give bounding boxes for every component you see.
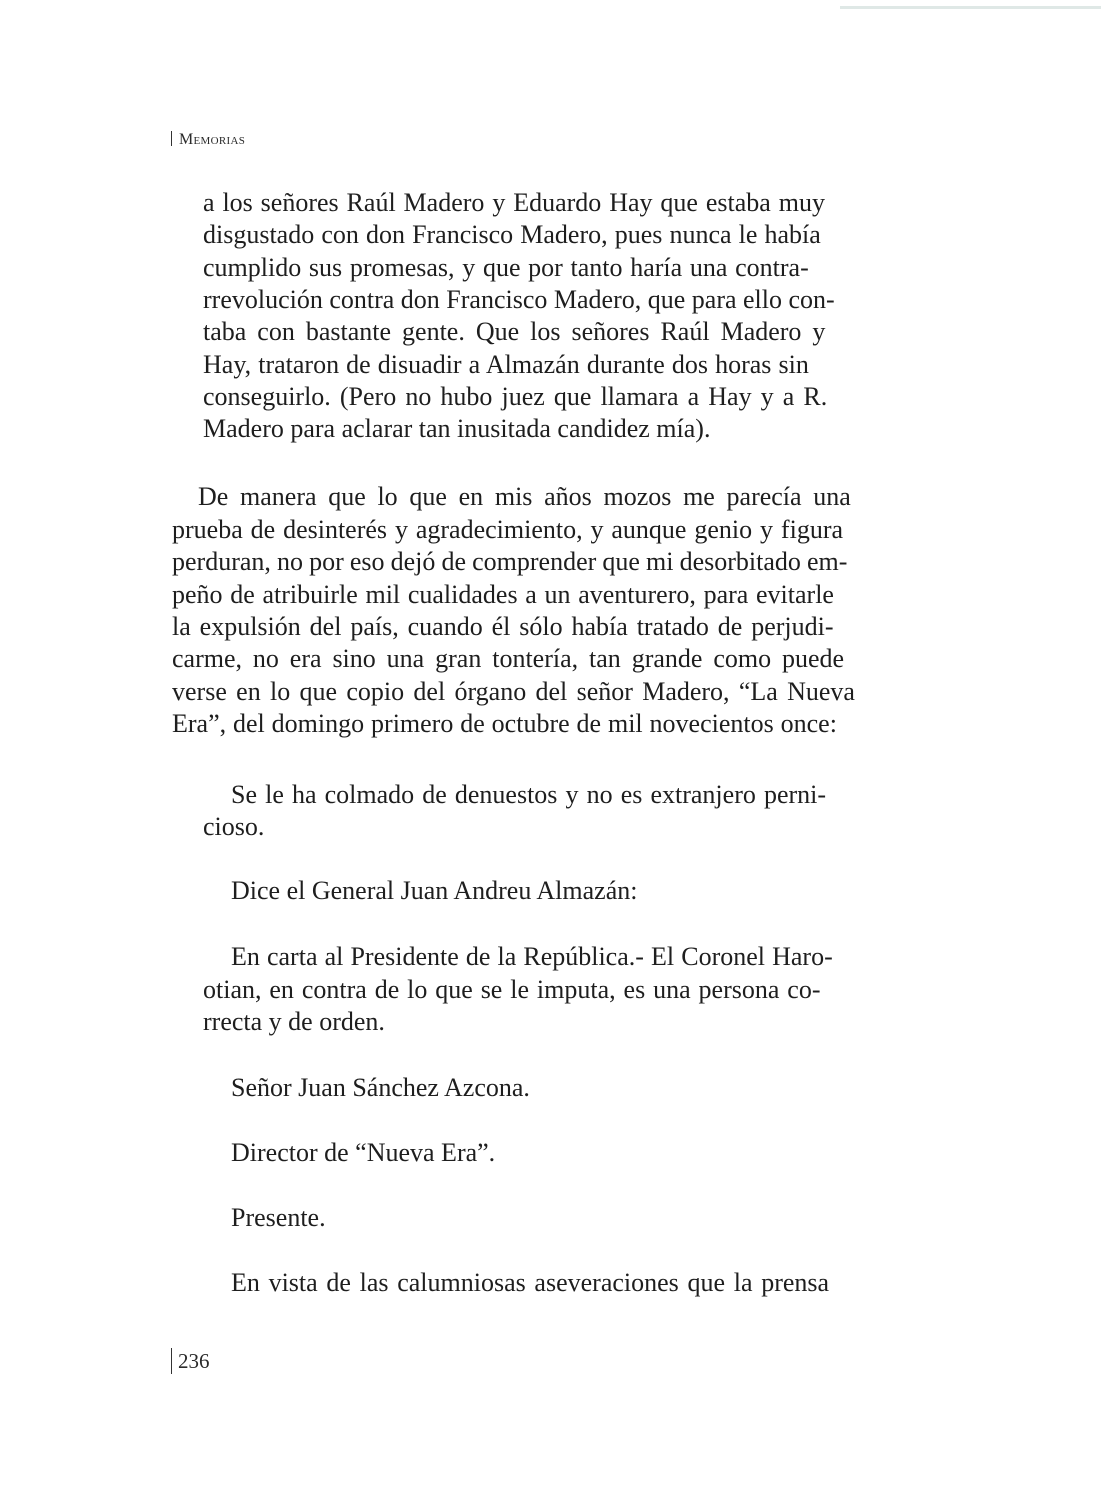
- text-line: Presente.: [231, 1203, 326, 1232]
- running-head-divider: [171, 131, 172, 146]
- text-line: Era”, del domingo primero de octubre de mil novecientos once:: [172, 709, 837, 738]
- text-line: peño de atribuirle mil cualidades a un aventurero, para evitarle: [172, 580, 834, 609]
- text-line: Dice el General Juan Andreu Almazán:: [231, 876, 638, 905]
- text-line: Señor Juan Sánchez Azcona.: [231, 1073, 530, 1102]
- folio-divider: [171, 1348, 172, 1374]
- page-number: [171, 1348, 210, 1374]
- text-line: a los señores Raúl Madero y Eduardo Hay que estaba muy: [203, 188, 825, 217]
- text-line: rrecta y de orden.: [203, 1007, 385, 1036]
- text-line: taba con bastante gente. Que los señores Raúl Madero y: [203, 317, 826, 346]
- text-line: disgustado con don Francisco Madero, pues nunca le había: [203, 220, 821, 249]
- top-edge-rule: [840, 6, 1101, 9]
- text-line: Director de “Nueva Era”.: [231, 1138, 496, 1167]
- text-line: cumplido sus promesas, y que por tanto haría una contra-: [203, 253, 809, 282]
- text-line: la expulsión del país, cuando él sólo había tratado de perjudi-: [172, 612, 834, 641]
- running-head: [171, 131, 245, 149]
- text-line: Hay, trataron de disuadir a Almazán durante dos horas sin: [203, 350, 809, 379]
- text-line: De manera que lo que en mis años mozos me parecía una: [198, 482, 851, 511]
- text-line: otian, en contra de lo que se le imputa, es una persona co-: [203, 975, 821, 1004]
- text-line: En vista de las calumniosas aseveraciones que la prensa: [231, 1268, 830, 1297]
- text-line: rrevolución contra don Francisco Madero, que para ello con-: [203, 285, 835, 314]
- text-line: carme, no era sino una gran tontería, tan grande como puede: [172, 644, 845, 673]
- text-line: perduran, no por eso dejó de comprender que mi desorbitado em-: [172, 547, 848, 576]
- text-line: verse en lo que copio del órgano del señor Madero, “La Nueva: [172, 677, 855, 706]
- text-line: Se le ha colmado de denuestos y no es extranjero perni-: [231, 780, 827, 809]
- page-number-text: 236: [178, 1349, 210, 1373]
- text-line: En carta al Presidente de la República.- El Coronel Haro-: [231, 942, 833, 971]
- text-line: Madero para aclarar tan inusitada candidez mía).: [203, 414, 711, 443]
- text-line: conseguirlo. (Pero no hubo juez que llamara a Hay y a R.: [203, 382, 828, 411]
- running-head-text: Memorias: [179, 131, 246, 148]
- text-line: prueba de desinterés y agradecimiento, y aunque genio y figura: [172, 515, 844, 544]
- text-line: cioso.: [203, 812, 265, 841]
